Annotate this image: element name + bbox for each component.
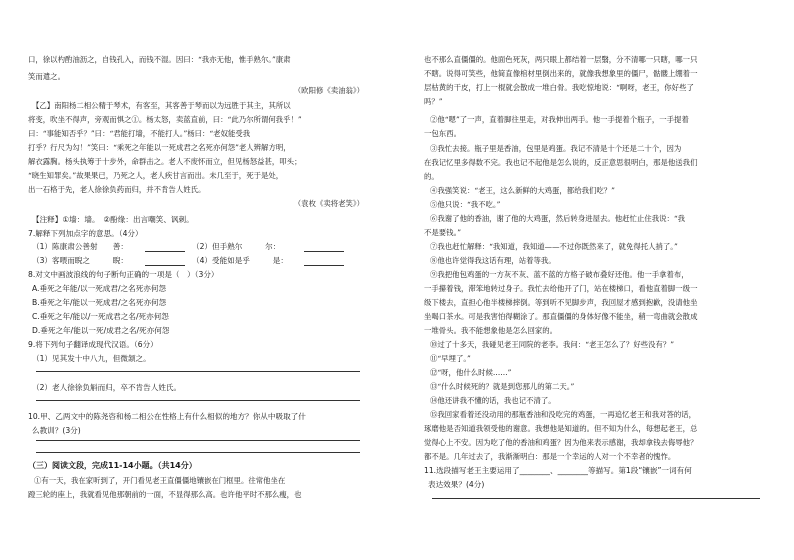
right-text-line: 一手攥着钱，滞笨地转过身子。我忙去给他开了门，站在楼梯口，看他直着脚一级一 — [424, 284, 698, 293]
left-text-line: （4）受能如是乎 是： — [192, 256, 288, 265]
left-text-line: C.垂死之年/能以/一死成君之名/死亦何怨 — [32, 312, 169, 321]
right-text-line: 都不是。几年过去了，我渐渐明白：那是一个幸运的人对一个不幸者的愧怍。 — [424, 452, 676, 461]
left-text-line: （三）阅读文段，完成11-14小题。（共14分） — [28, 461, 197, 470]
answer-line[interactable] — [36, 440, 360, 441]
left-text-line: 打乎？行尺为勾！”笑曰：“乘死之年能以一死成君之名死亦何怨”老人辨解方明， — [28, 143, 291, 152]
right-text-line: ④我强笑说：“老王，这么新鲜的大鸡蛋，都给我们吃？” — [430, 186, 615, 195]
left-text-line: （3）客喂而睨之 睨： — [32, 256, 128, 265]
right-text-line: 级下楼去，直担心他半楼梯摔倒。等到听不见脚步声，我回屋才感到抱歉，没请他坐 — [424, 298, 698, 307]
right-text-line: 不瞎。说得可笑些，他简直像棺材里倒出来的，就像我想象里的僵尸，骷髅上绷着一 — [424, 69, 698, 78]
answer-line[interactable] — [145, 265, 185, 266]
right-text-line: ⑩过了十多天，我碰见老王同院的老李。我问：“老王怎么了？好些没有？” — [430, 340, 675, 349]
left-text-line: （1）陈康肃公善射 善： — [32, 242, 128, 251]
answer-line[interactable] — [432, 498, 760, 499]
left-column — [28, 0, 364, 560]
right-text-line: 11.选段描写老王主要运用了________、________等描写。第1段“镶嵌”一词有何 — [424, 466, 692, 475]
right-text-line: ⑥我谢了他的香油，谢了他的大鸡蛋，然后转身进屋去。他赶忙止住我说：“我 — [430, 214, 686, 223]
left-text-line: A.垂死之年能/以一死成君/之名死亦何怨 — [32, 284, 167, 293]
left-text-line: 9.将下列句子翻译成现代汉语。（6分） — [28, 340, 158, 349]
right-text-line: 层枯黄的干皮，打上一棍就会散成一堆白骨。我吃惊地说：“啊呀，老王，你好些了 — [424, 83, 694, 92]
right-text-line: ⑮我回家看着还没动用的那瓶香油和没吃完的鸡蛋，一再追忆老王和我对答的话， — [430, 410, 697, 419]
left-text-line: 曰：“事能知否乎？”曰：“君能打墙，不能打人。”杨曰：“老奴能受我 — [28, 129, 251, 138]
left-text-line: 出一石格于先，老人徐徐负药而归，并不肯告人姓氏。 — [28, 185, 206, 194]
right-text-line: 一包东西。 — [424, 129, 461, 138]
right-text-line: ③我忙去接。瓶子里是香油，包里是鸡蛋。我记不清是十个还是二十个，因为 — [430, 144, 682, 153]
left-text-line: （2）但手熟尔 尔： — [192, 242, 281, 251]
left-text-line: B.垂死之年/能以一死成君/之名死亦何怨 — [32, 298, 167, 307]
right-text-line: ⑭他还讲我不懂的话，我也记不清了。 — [430, 396, 556, 405]
left-text-line: 【注释】①墙：墙。 ②酚缘：出言嘲笑、讽刺。 — [32, 215, 194, 224]
left-text-line: 蹬三轮的座上，我就看见他那朝前的一面，不显得那么高。也许他平时不那么瘦，也 — [28, 490, 302, 499]
answer-line[interactable] — [304, 251, 344, 252]
left-text-line: “晓生知罪矣。”故果果已，乃死之人，老人疾甘言而出。未几至于，死于是处， — [28, 171, 284, 180]
answer-line[interactable] — [304, 265, 344, 266]
left-text-line: 10.甲、乙两文中的陈尧咨和杨二相公在性格上有什么相似的地方？你从中吸取了什 — [28, 412, 306, 421]
right-column — [424, 0, 768, 560]
left-text-line: （1）见其发十中八九，但微颔之。 — [32, 354, 151, 363]
answer-line[interactable] — [36, 452, 360, 453]
right-text-line: ⑨我把他包鸡蛋的一方灰不灰、蓝不蓝的方格子破布叠好还他。他一手拿着布， — [430, 270, 689, 279]
right-text-line: ⑪“早埋了。” — [430, 354, 471, 363]
right-text-line: 的。 — [424, 172, 439, 181]
left-text-line: D.垂死之年/能以一死/成君之名/死亦何怨 — [32, 326, 170, 335]
right-text-line: 觉得心上不安。因为吃了他的香油和鸡蛋？因为他来表示感谢，我却拿钱去侮辱他？ — [424, 438, 698, 447]
right-text-line: 不是要钱。” — [424, 228, 462, 237]
right-text-line: 也不那么直僵僵的。他面色死灰，两只眼上都结着一层翳，分不清哪一只瞎，哪一只 — [424, 55, 698, 64]
left-text-line: 【乙】南阳杨二相公精于琴术，有客至，其客善于琴而以为远胜于其主，其所以 — [32, 101, 291, 110]
left-text-line: （欧阳修《卖油翁》） — [293, 86, 364, 95]
right-text-line: ⑫“呀，他什么时候……” — [430, 368, 512, 377]
left-text-line: 将变，吹坐不得声，旁观而惧之①。杨太怒，卖蓝直前，曰：“此乃尔所谓何我乎！” — [28, 115, 302, 124]
right-text-line: 琢磨他是否知道我领受他的谢意。我想他是知道的。但不知为什么，每想起老王，总 — [424, 424, 698, 433]
left-text-line: ①有一天，我在家听到了，开门看见老王直僵僵地镶嵌在门框里。往常他坐在 — [34, 476, 286, 485]
left-text-line: 么教训？(3分) — [32, 426, 81, 435]
right-text-line: ⑧他也许觉得我这话有理，站着等我。 — [430, 256, 556, 265]
right-text-line: 在我记忆里多得数不完。我也记不起他是怎么说的，反正意思很明白，那是他送我们 — [424, 158, 698, 167]
answer-line[interactable] — [145, 251, 185, 252]
right-text-line: ⑬“什么时候死的？就是到您那儿的第二天。” — [430, 382, 575, 391]
right-text-line: 吗？” — [424, 97, 443, 106]
left-text-line: 解衣露胸。杨头执筹于十步外，命群击之。老人不废怀而立，但见杨怒益甚，叩头； — [28, 157, 302, 166]
answer-line[interactable] — [36, 371, 360, 372]
right-text-line: ②他“嗯”了一声，直着脚往里走，对我伸出两手。他一手提着个瓶子，一手提着 — [430, 115, 689, 124]
left-text-line: （2）老人徐徐负斛而归，卒不肯告人姓氏。 — [32, 383, 182, 392]
left-text-line: 口，徐以杓酌油沥之，自钱孔入，而钱不湿。因曰：“我亦无他，惟手熟尔。”康肃 — [28, 55, 291, 64]
right-text-line: 坐喝口茶水。可是我害怕得糊涂了。那直僵僵的身体好像不能坐，稍一弯曲就会散成 — [424, 312, 698, 321]
right-text-line: 一堆骨头。我不能想象他是怎么回家的。 — [424, 326, 558, 335]
answer-line[interactable] — [36, 400, 360, 401]
left-text-line: 笑而遣之。 — [28, 72, 65, 81]
left-text-line: （袁枚《卖将老笑》） — [293, 199, 364, 208]
right-text-line: ⑤他只说：“我不吃。” — [430, 200, 501, 209]
left-text-line: 8.对文中画波浪线的句子断句正确的一项是（ ）（3分） — [28, 270, 219, 279]
right-text-line: ⑦我也赶忙解释：“我知道，我知道——不过你既然来了，就免得托人捎了。” — [430, 242, 678, 251]
left-text-line: 7.解释下列加点字的意思。（4分） — [28, 229, 143, 238]
right-text-line: 表达效果？(4分) — [428, 480, 485, 489]
